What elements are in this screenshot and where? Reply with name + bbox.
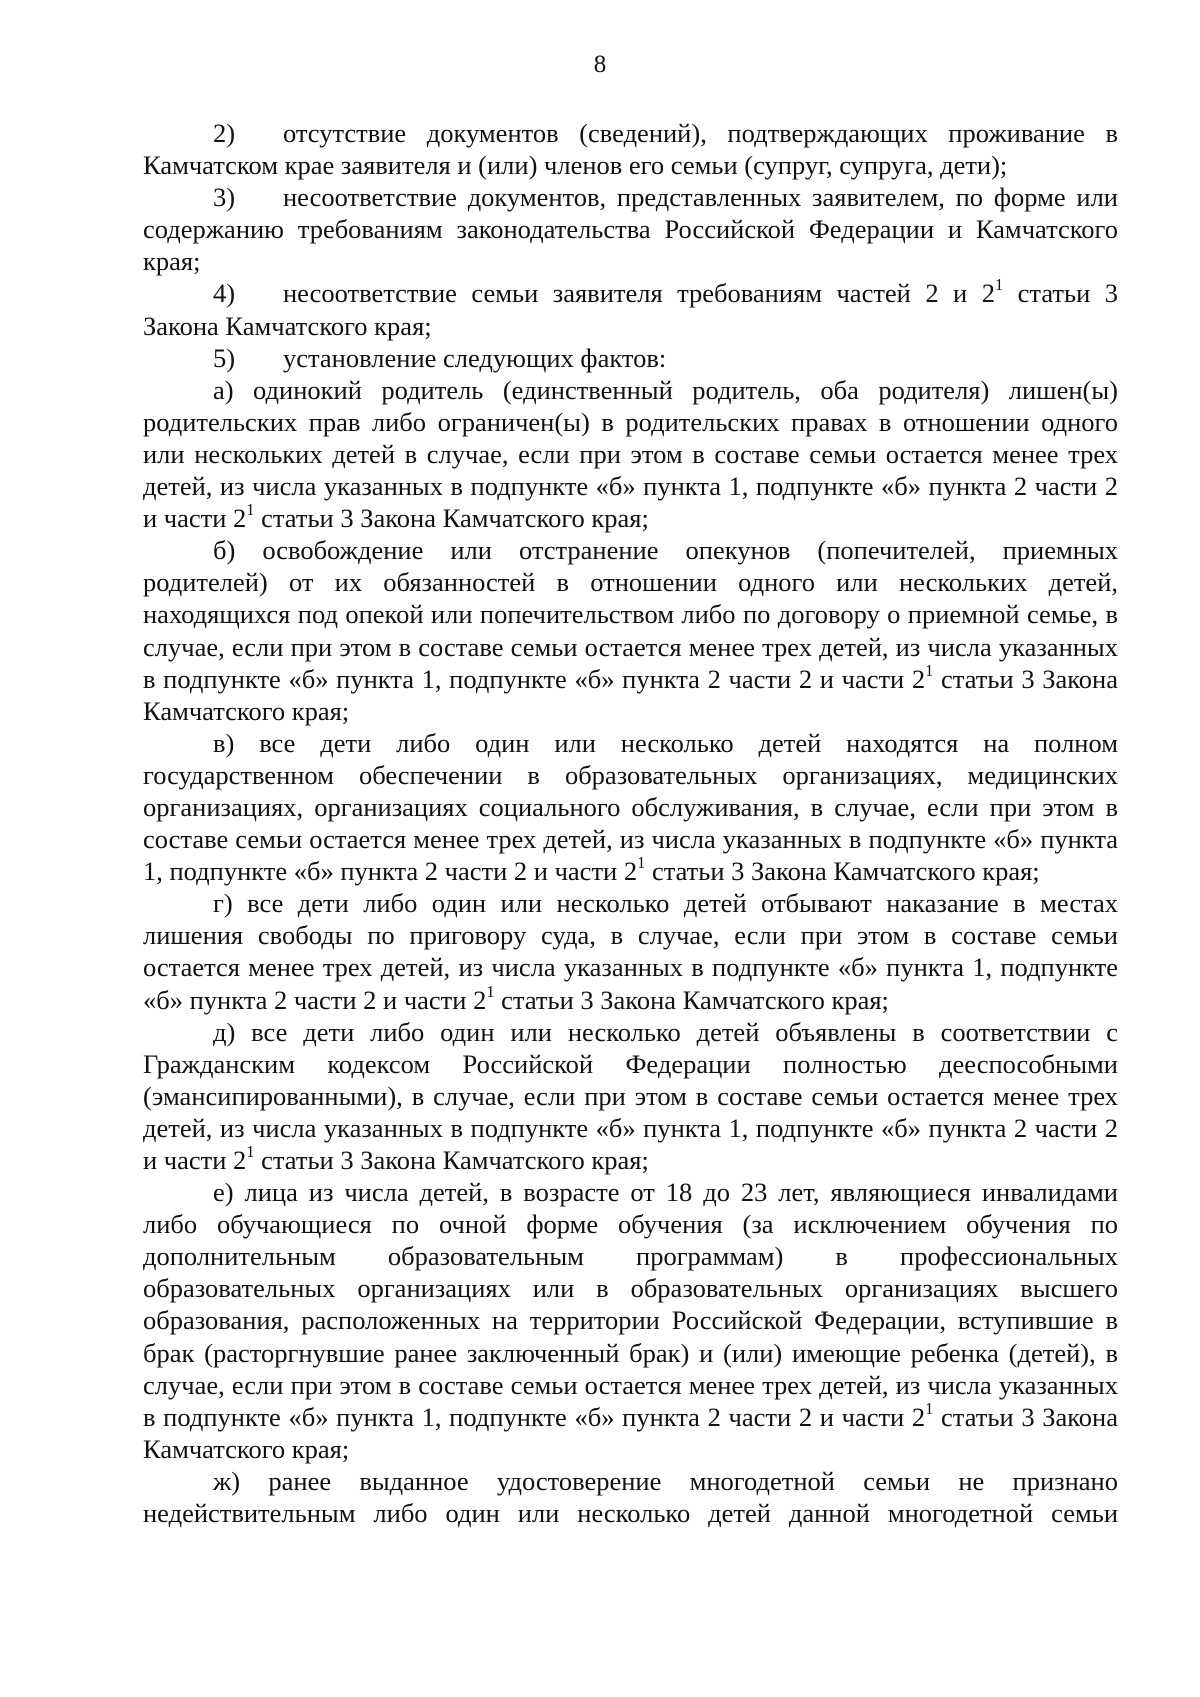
- superscript: 1: [925, 1398, 934, 1418]
- list-item-5: [143, 342, 1118, 374]
- subitem-text: б) освобождение или отстранение опекунов (попечителей, приемных родителей) от их обязанностей в отношении одного или нескольких детей, находящихся под опекой или попечительством либо по договору о приемной семье, в случае, если при этом в составе семьи остается менее трех детей, из числа указанных в подпункте «б» пункта 1, подпункте «б» пункта 2 части 2 и части 2: [143, 535, 1118, 694]
- item-number: 2): [213, 118, 236, 148]
- item-text: отсутствие документов (сведений), подтверждающих проживание в Камчатском крае заявителя и (или) членов его семьи (супруг, супруга, дети);: [143, 118, 1118, 181]
- subitem-text: д) все дети либо один или несколько детей объявлены в соответствии с Гражданским кодексом Российской Федерации полностью дееспособными (эмансипированными), в случае, если при этом в составе семьи остается менее трех детей, из числа указанных в подпункте «б» пункта 1, подпункте «б» пункта 2 части 2 и части 2: [143, 1016, 1118, 1175]
- subitem-text: е) лица из числа детей, в возрасте от 18 до 23 лет, являющиеся инвалидами либо обучающиеся по очной форме обучения (за исключением обучения по дополнительным образовательным программам) в профессиональных образовательных организациях или в образовательных организациях высшего образования, расположенных на территории Российской Федерации, вступившие в брак (расторгнувшие ранее заключенный брак) и (или) имеющие ребенка (детей), в случае, если при этом в составе семьи остается менее трех детей, из числа указанных в подпункте «б» пункта 1, подпункте «б» пункта 2 части 2 и части 2: [143, 1177, 1118, 1432]
- page-number: 8: [593, 51, 607, 78]
- subitem-a: [143, 374, 1118, 534]
- subitem-zh: [143, 1465, 1118, 1529]
- subitem-text-cont: статьи 3 Закона Камчатского края;: [254, 1145, 649, 1175]
- subitem-text: а) одинокий родитель (единственный родитель, оба родителя) лишен(ы) родительских прав либо ограничен(ы) в родительских правах в отношении одного или нескольких детей в случае, если при этом в составе семьи остается менее трех детей, из числа указанных в подпункте «б» пункта 1, подпункте «б» пункта 2 части 2 и части 2: [143, 374, 1118, 534]
- list-item-4: [143, 277, 1118, 341]
- item-number: 4): [213, 278, 236, 309]
- subitem-text-cont: статьи 3 Закона Камчатского края;: [143, 1401, 1118, 1464]
- superscript: 1: [246, 500, 255, 520]
- superscript: 1: [925, 660, 934, 680]
- item-number: 3): [213, 182, 236, 213]
- subitem-text-cont: статьи 3 Закона Камчатского края;: [494, 984, 889, 1015]
- subitem-v: [143, 727, 1118, 887]
- superscript: 1: [246, 1142, 255, 1162]
- subitem-text-cont: статьи 3 Закона Камчатского края;: [254, 503, 649, 534]
- subitem-text-cont: статьи 3 Закона Камчатского края;: [143, 663, 1118, 726]
- subitem-e: [143, 1176, 1118, 1465]
- item-text: несоответствие семьи заявителя требованиям частей 2 и 2: [283, 278, 995, 309]
- subitem-text: г) все дети либо один или несколько детей отбывают наказание в местах лишения свободы по приговору суда, в случае, если при этом в составе семьи остается менее трех детей, из числа указанных в подпункте «б» пункта 1, подпункте «б» пункта 2 части 2 и части 2: [143, 888, 1118, 1015]
- item-text-cont: статьи 3 Закона Камчатского края;: [143, 278, 1118, 341]
- subitem-text: ж) ранее выданное удостоверение многодетной семьи не признано недействительным либо один или несколько детей данной многодетной семьи: [143, 1465, 1118, 1529]
- subitem-b: [143, 534, 1118, 727]
- list-item-2: [143, 117, 1118, 181]
- subitem-text: в) все дети либо один или несколько детей находятся на полном государственном обеспечении в образовательных организациях, медицинских организациях, организациях социального обслуживания, в случае, если при этом в составе семьи остается менее трех детей, из числа указанных в подпункте «б» пункта 1, подпункте «б» пункта 2 части 2 и части 2: [143, 727, 1118, 887]
- document-body: [143, 117, 1118, 1529]
- subitem-text-cont: статьи 3 Закона Камчатского края;: [645, 856, 1040, 887]
- item-text: несоответствие документов, представленных заявителем, по форме или содержанию требованиям законодательства Российской Федерации и Камчатского края;: [143, 182, 1118, 277]
- item-number: 5): [213, 342, 236, 373]
- list-item-3: [143, 181, 1118, 277]
- superscript: 1: [637, 853, 646, 873]
- subitem-g: [143, 887, 1118, 1015]
- subitem-d: [143, 1016, 1118, 1176]
- superscript: 1: [486, 981, 495, 1001]
- superscript: 1: [994, 275, 1004, 295]
- item-text: установление следующих фактов:: [283, 342, 667, 373]
